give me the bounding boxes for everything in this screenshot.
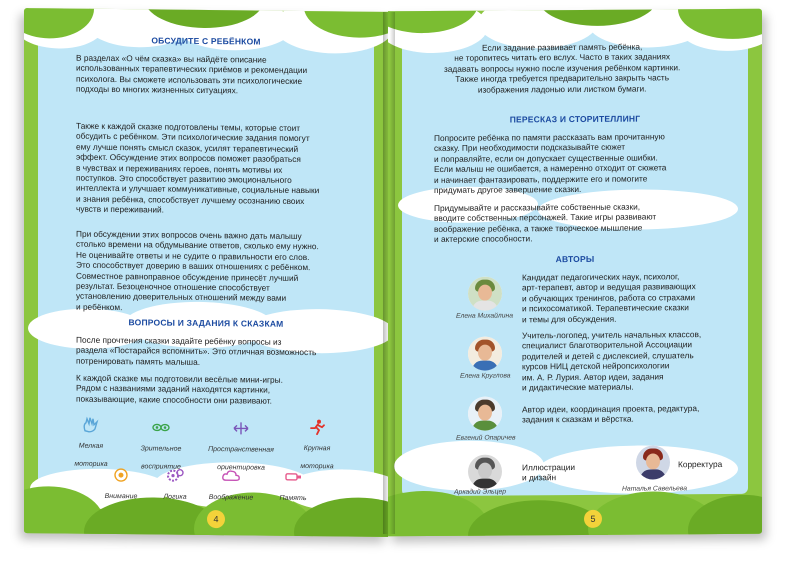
retelling-paragraph-2: Придумывайте и рассказывайте собственные сказки, вводите собственных персонажей. Такие игры развивают воображение ребёнка, а также творческое мышление и актерские способности. [434,201,657,245]
heading-questions: ВОПРОСЫ И ЗАДАНИЯ К СКАЗКАМ [128,317,284,329]
discuss-paragraph-1: В разделах «О чём сказка» вы найдёте описание использованных терапевтических приёмов и рекомендации психолога. Вы сможете использовать эти психологические подходы во многих жизненных ситуациях. [76,52,308,96]
page-number-left: 4 [207,510,225,528]
eyes-icon [151,419,171,435]
legend-spatial-orientation: Пространственная ориентировка [204,420,278,475]
legend-visual-perception: Зрительное восприятие [132,419,190,474]
runner-icon [307,419,327,435]
gears-icon [165,468,185,484]
heading-discuss: ОБСУДИТЕ С РЕБЁНКОМ [151,35,261,47]
author-name-1: Елена Михайлина [456,312,514,320]
retelling-paragraph-1: Попросите ребёнка по памяти рассказать вам прочитанную сказку. При необходимости подсказывайте сюжет и поправляйте, если он допускает существенные ошибки. Если малыш не ошибается, а намеренно отходит от сюжета и начинает фантазировать, поддержите его и помогите придумать другое завершение сказки. [434,131,667,196]
memory-note: Если задание развивает память ребёнка, не торопитесь читать его вслух. Часто в таких заданиях задавать вопросы нужно после изучения ребёнком картинки. Также иногда требуется предварительно закрыть часть изображения ладонью или листком бумаги. [444,41,681,95]
legend-memory: Память [264,469,322,506]
legend-imagination: Воображение [202,468,260,505]
avatar-evgeny-oparichev [468,397,502,431]
legend-gross-motor: Крупная моторика [288,419,346,474]
avatar-elena-mikhailina [468,277,502,311]
author-bio-4: Иллюстрации и дизайн [522,461,576,483]
author-bio-2: Учитель-логопед, учитель начальных классов, специалист благотворительной Ассоциации родителей и детей с дислексией, слушатель курсов НИЦ детской нейропсихологии им. А. Р. Лурия. Автор идеи, задания и дидактические материалы. [522,329,702,393]
questions-paragraph-1: После прочтения сказки задайте ребёнку вопросы из раздела «Постарайся вспомнить». Это отличная возможность потренировать память малыша. [76,334,317,367]
arrows-icon [231,420,251,436]
author-name-4: Аркадий Эльцер [454,488,507,496]
author-name-5: Наталья Савельева [622,485,687,493]
book-spine [383,12,395,534]
author-name-2: Елена Круглова [460,372,511,380]
hand-icon [81,417,101,433]
avatar-elena-kruglova [468,337,502,371]
author-bio-5: Корректура [678,458,723,470]
heading-retelling: ПЕРЕСКАЗ И СТОРИТЕЛЛИНГ [509,113,641,125]
legend-fine-motor: Мелкая моторика [62,416,120,471]
discuss-paragraph-3: При обсуждении этих вопросов очень важно дать малышу столько времени на обдумывание ответов, сколько ему нужно. Не оценивайте ответы и не судите о правильности его слов. Это способствует доверию в ваших отношениях с ребёнком. Совместное равноправное обсуждение принесёт лучший результат. Безоценочное отношение способствует установлению доверительных отношений между вами и ребёнком. [76,228,319,312]
author-name-3: Евгений Опаричев [456,434,516,442]
discuss-paragraph-2: Также к каждой сказке подготовлены темы, которые стоит обсудить с ребёнком. Эти психологические задания помогут ему лучше понять смысл сказок, усилят терапевтический эффект. Обсуждение этих вопросов поможет разобраться в чувствах и переживаниях героев, понять мотивы их поступков. Это способствует развитию эмоционального интеллекта и улучшает коммуникативные, социальные навыки и знания ребёнка, способствует лучшему осознанию своих чувств и переживаний. [76,120,320,215]
page-number-right: 5 [584,510,602,528]
avatar-arkady-eltser [468,455,502,489]
avatar-natalia-savelyeva [636,445,670,479]
legend-logic: Логика [146,467,204,504]
usb-icon [283,469,303,485]
heading-authors: АВТОРЫ [555,253,595,265]
author-bio-1: Кандидат педагогических наук, психолог, арт-терапевт, автор и ведущая развивающих и обучающих тренингов, работа со страхами и психосоматикой. Терапевтические сказки и темы для обсуждения. [522,271,696,324]
left-page [24,8,388,537]
cloud-icon [221,468,241,484]
author-bio-3: Автор идеи, координация проекта, редактура, задания к сказкам и вёрстка. [522,403,700,425]
eye-target-icon [111,467,131,483]
legend-attention: Внимание [92,467,150,504]
questions-paragraph-2: К каждой сказке мы подготовили весёлые мини-игры. Рядом с названиями заданий находятся картинки, показывающие, какие способности они развивают. [76,372,283,406]
right-page [388,9,762,537]
